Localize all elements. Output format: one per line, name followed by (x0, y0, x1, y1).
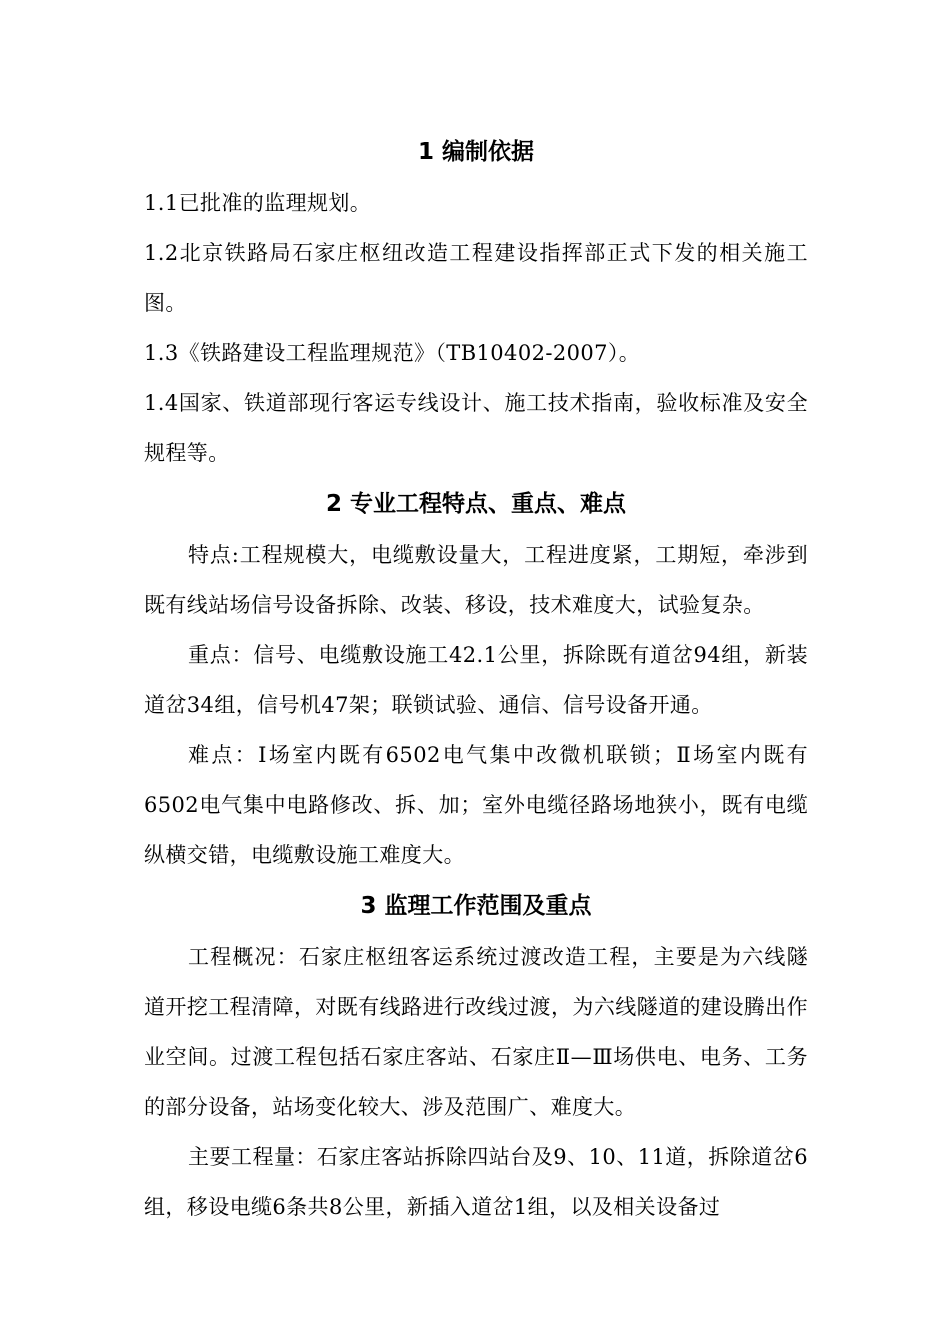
difficulties-paragraph: 难点：Ⅰ场室内既有6502电气集中改微机联锁；Ⅱ场室内既有6502电气集中电路修改、拆、加；室外电缆径路场地狭小，既有电缆纵横交错，电缆敷设施工难度大。 (144, 743, 808, 867)
document-body (144, 126, 808, 1232)
basis-item-2: 1.2北京铁路局石家庄枢纽改造工程建设指挥部正式下发的相关施工图。 (144, 241, 808, 315)
section-heading-scope: 3 监理工作范围及重点 (360, 893, 592, 919)
section-heading-basis: 1 编制依据 (417, 139, 534, 165)
main-quantities-paragraph: 主要工程量：石家庄客站拆除四站台及9、10、11道，拆除道岔6组，移设电缆6条共8公里，新插入道岔1组，以及相关设备过 (144, 1145, 808, 1219)
project-overview-paragraph: 工程概况：石家庄枢纽客运系统过渡改造工程，主要是为六线隧道开挖工程清障，对既有线路进行改线过渡，为六线隧道的建设腾出作业空间。过渡工程包括石家庄客站、石家庄Ⅱ—Ⅲ场供电、电务、工务的部分设备，站场变化较大、涉及范围广、难度大。 (144, 945, 808, 1119)
basis-item-4: 1.4国家、铁道部现行客运专线设计、施工技术指南，验收标准及安全规程等。 (144, 391, 808, 465)
features-paragraph: 特点:工程规模大，电缆敷设量大，工程进度紧，工期短，牵涉到既有线站场信号设备拆除、改装、移设，技术难度大，试验复杂。 (144, 543, 808, 617)
section-heading-features: 2 专业工程特点、重点、难点 (325, 491, 626, 517)
basis-item-3: 1.3《铁路建设工程监理规范》（TB10402-2007）。 (144, 341, 641, 365)
basis-item-1: 1.1已批准的监理规划。 (144, 191, 372, 215)
key-points-paragraph: 重点：信号、电缆敷设施工42.1公里，拆除既有道岔94组，新装道岔34组，信号机47架；联锁试验、通信、信号设备开通。 (144, 643, 808, 717)
